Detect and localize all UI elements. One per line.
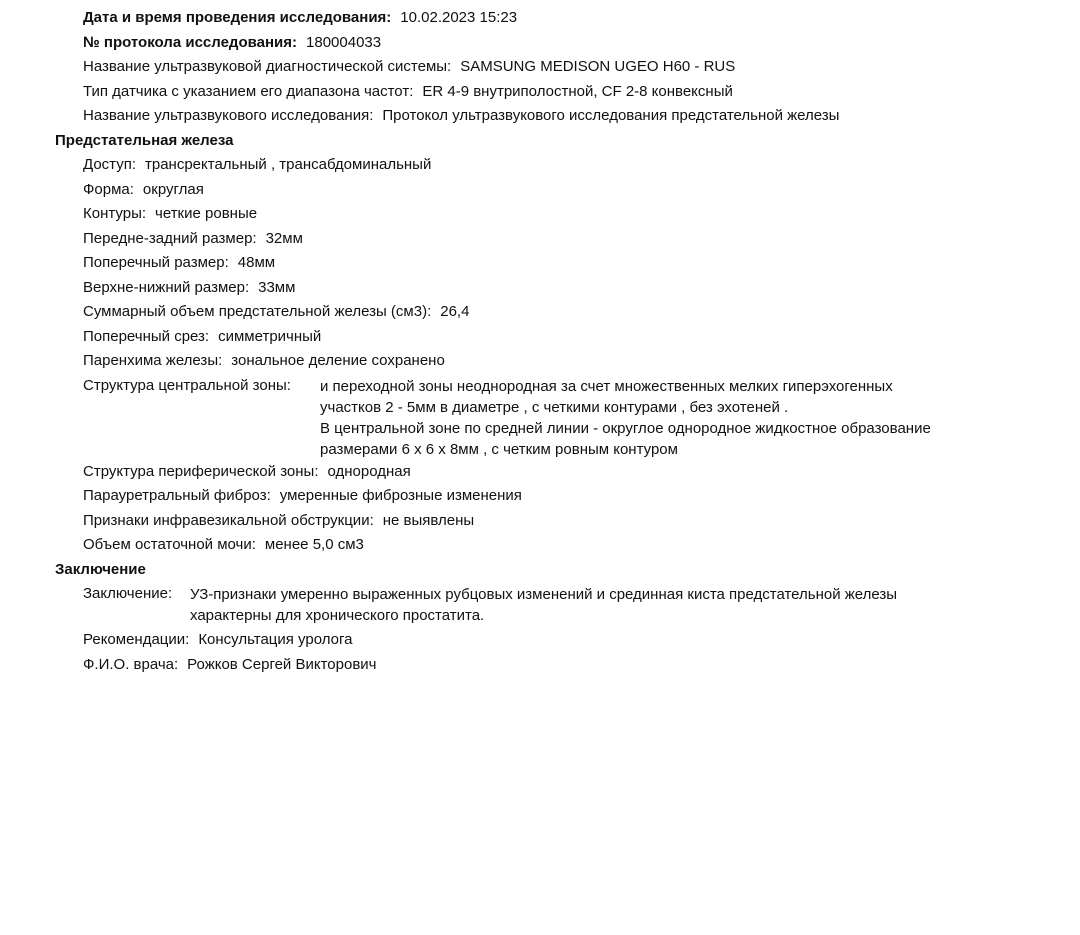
central-zone-line: размерами 6 х 6 х 8мм , с четким ровным контуром xyxy=(320,440,678,458)
volume-label: Суммарный объем предстательной железы (см3): xyxy=(83,303,432,320)
shape-row xyxy=(0,178,1080,203)
central-zone-line: и переходной зоны неоднородная за счет множественных мелких гиперэхогенных xyxy=(320,377,893,395)
residual-urine-label: Объем остаточной мочи: xyxy=(83,536,256,553)
cross-section-label: Поперечный срез: xyxy=(83,327,210,345)
transverse-size-label: Поперечный размер: xyxy=(83,254,229,271)
cross-section-value: симметричный xyxy=(218,327,322,345)
vertical-size-row xyxy=(0,276,1080,301)
vertical-size-label: Верхне-нижний размер: xyxy=(83,278,250,296)
access-value: трансректальный , трансабдоминальный xyxy=(145,156,432,173)
ap-size-label: Передне-задний размер: xyxy=(83,229,257,247)
residual-urine-value: менее 5,0 см3 xyxy=(264,536,364,553)
fibrosis-value: умеренные фиброзные изменения xyxy=(279,487,522,504)
system-label: Название ультразвуковой диагностической системы: xyxy=(83,58,452,75)
central-zone-line: участков 2 - 5мм в диаметре , с четкими контурами , без эхотеней . xyxy=(320,398,789,416)
central-zone-text xyxy=(320,374,1080,462)
cross-section-row xyxy=(0,325,1080,350)
recommendations-value: Консультация уролога xyxy=(198,631,353,648)
peripheral-zone-row xyxy=(0,460,1080,485)
access-row xyxy=(0,153,1080,178)
shape-label: Форма: xyxy=(83,180,134,198)
obstruction-value: не выявлены xyxy=(382,511,475,529)
peripheral-zone-value: однородная xyxy=(327,462,411,480)
contours-value: четкие ровные xyxy=(155,205,258,222)
obstruction-label: Признаки инфравезикальной обструкции: xyxy=(83,511,374,529)
recommendations-row xyxy=(0,628,1080,653)
transverse-size-row xyxy=(0,251,1080,276)
contours-label: Контуры: xyxy=(83,205,147,222)
central-zone-line: В центральной зоне по средней линии - округлое однородное жидкостное образование xyxy=(320,419,931,437)
peripheral-zone-label: Структура периферической зоны: xyxy=(83,462,319,480)
probe-label: Тип датчика с указанием его диапазона частот: xyxy=(83,82,414,100)
study-value: Протокол ультразвукового исследования предстательной железы xyxy=(382,107,840,124)
study-row xyxy=(0,104,1080,129)
parenchyma-label: Паренхима железы: xyxy=(83,352,223,369)
protocol-row xyxy=(0,31,1080,56)
parenchyma-value: зональное деление сохранено xyxy=(231,352,445,369)
transverse-size-value: 48мм xyxy=(237,254,276,271)
doctor-label: Ф.И.О. врача: xyxy=(83,655,179,673)
ap-size-value: 32мм xyxy=(265,229,303,247)
protocol-label: № протокола исследования: xyxy=(83,33,298,51)
central-zone-label: Структура центральной зоны: xyxy=(83,376,291,394)
obstruction-row xyxy=(0,509,1080,534)
ap-size-row xyxy=(0,227,1080,252)
recommendations-label: Рекомендации: xyxy=(83,631,190,648)
conclusion-section-title: Заключение xyxy=(55,560,146,578)
volume-value: 26,4 xyxy=(440,303,470,320)
doctor-row xyxy=(0,653,1080,678)
shape-value: округлая xyxy=(142,180,204,198)
doctor-value: Рожков Сергей Викторович xyxy=(187,655,377,673)
prostate-section-title: Предстательная железа xyxy=(55,131,234,149)
datetime-label: Дата и время проведения исследования: xyxy=(83,9,392,26)
conclusion-line: УЗ-признаки умеренно выраженных рубцовых изменений и срединная киста предстательной железы xyxy=(190,586,898,603)
contours-row xyxy=(0,202,1080,227)
conclusion-label: Заключение: xyxy=(83,585,173,602)
conclusion-row xyxy=(0,582,1080,628)
central-zone-row xyxy=(0,374,1080,460)
protocol-value: 180004033 xyxy=(306,33,382,51)
conclusion-line: характерны для хронического простатита. xyxy=(190,607,485,624)
access-label: Доступ: xyxy=(83,156,136,173)
probe-value: ER 4-9 внутриполостной, CF 2-8 конвексный xyxy=(422,82,733,100)
probe-row xyxy=(0,80,1080,105)
report-document xyxy=(0,6,1080,677)
fibrosis-row xyxy=(0,484,1080,509)
system-row xyxy=(0,55,1080,80)
parenchyma-row xyxy=(0,349,1080,374)
conclusion-text xyxy=(190,582,1080,628)
residual-urine-row xyxy=(0,533,1080,558)
datetime-row xyxy=(0,6,1080,31)
system-value: SAMSUNG MEDISON UGEO H60 - RUS xyxy=(460,58,736,75)
volume-row xyxy=(0,300,1080,325)
study-label: Название ультразвукового исследования: xyxy=(83,107,374,124)
vertical-size-value: 33мм xyxy=(258,278,296,296)
datetime-value: 10.02.2023 15:23 xyxy=(400,9,518,26)
fibrosis-label: Парауретральный фиброз: xyxy=(83,487,271,504)
